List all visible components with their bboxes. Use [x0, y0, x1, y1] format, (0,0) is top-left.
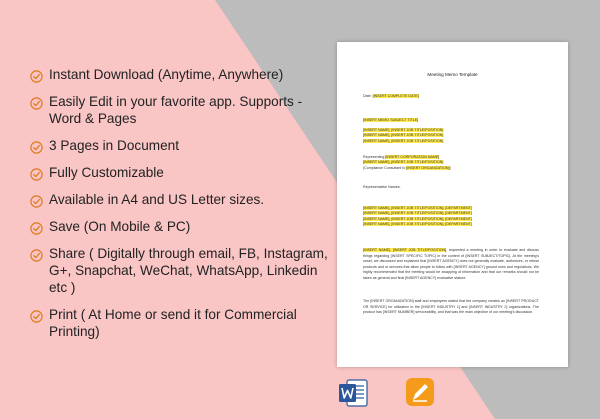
feature-label: Available in A4 and US Letter sizes. — [49, 192, 265, 207]
feature-label: Easily Edit in your favorite app. Supports - Word & Pages — [49, 94, 303, 126]
feature-label: Fully Customizable — [49, 165, 164, 180]
doc-reps-block: [INSERT NAME], [INSERT JOB TITLE/POSITION], [DEPARTMENT] [INSERT NAME], [INSERT JOB TITLE/POSITION], [DEPARTMENT] [INSERT NAME], [INSERT JOB TITLE/POSITION], [DEPARTMENT] [INSERT NAME], [INSERT JOB TITLE/POSITION], [DEPARTMENT] — [363, 206, 472, 227]
check-circle-icon — [30, 70, 43, 83]
feature-item — [30, 218, 330, 235]
feature-item — [30, 245, 330, 296]
doc-date-line: Date: [INSERT COMPLETE DATE] — [363, 94, 419, 98]
doc-names-block: [INSERT NAME], [INSERT JOB TITLE/POSITION] [INSERT NAME], [INSERT JOB TITLE/POSITION] [INSERT NAME], [INSERT JOB TITLE/POSITION] — [363, 128, 444, 143]
check-circle-icon — [30, 195, 43, 208]
feature-item — [30, 66, 330, 83]
feature-item — [30, 93, 330, 127]
doc-subject: [INSERT MEMO SUBJECT TITLE] — [363, 118, 419, 122]
feature-list — [30, 66, 330, 350]
feature-label: Print ( At Home or send it for Commercial Printing) — [49, 307, 297, 339]
doc-paragraph-2: The [INSERT ORGANIZATION] staff and employees stated that the company creates an [INSERT PRODUCT OR SERVICE] for utilization in the [INSERT INDUSTRY 1] and [INSERT INDUSTRY 2] organizations. The product has [INSERT NUMBER] serviceability, and that was the main objective of our meeting's discussion. — [363, 299, 539, 315]
check-circle-icon — [30, 141, 43, 154]
feature-item — [30, 137, 330, 154]
check-circle-icon — [30, 249, 43, 262]
check-circle-icon — [30, 97, 43, 110]
apple-pages-icon[interactable] — [405, 377, 435, 407]
check-circle-icon — [30, 310, 43, 323]
doc-reps-label: Representative Names: — [363, 185, 401, 189]
feature-item — [30, 164, 330, 181]
check-circle-icon — [30, 222, 43, 235]
feature-label: 3 Pages in Document — [49, 138, 179, 153]
feature-item — [30, 191, 330, 208]
doc-representing: Representing [INSERT CORPORATION NAME] [INSERT NAME], [INSERT JOB TITLE/POSITION] (Compliance Consultant to [INSERT ORGANIZATION]) — [363, 155, 451, 170]
feature-label: Share ( Digitally through email, FB, Instagram, G+, Snapchat, WeChat, WhatsApp, Linkedin etc ) — [49, 246, 328, 295]
check-circle-icon — [30, 168, 43, 181]
feature-label: Save (On Mobile & PC) — [49, 219, 191, 234]
document-preview — [337, 42, 568, 367]
doc-paragraph-1: [INSERT NAME], [INSERT JOB TITLE/POSITION], requested a meeting in order to evaluate and discuss things regarding [INSERT SPECIFIC TOPIC] in the context of [INSERT SUBJECT/TOPIC]. At the meeting's onset, we discussed and explained that [INSERT AGENCY] does not generally evaluate, authorizes, or refuse products and or services that allow people to follow with [INSERT AGENCY] ground rules and regulations. We highly recommended that the meeting would be swapping of information and that our remarks should not be taken as general and final [INSERT AGENCY] evaluative stature. — [363, 248, 539, 280]
feature-label: Instant Download (Anytime, Anywhere) — [49, 67, 284, 82]
feature-item — [30, 306, 330, 340]
microsoft-word-icon[interactable] — [337, 377, 369, 409]
doc-title: Meeting Memo Template — [427, 72, 478, 77]
